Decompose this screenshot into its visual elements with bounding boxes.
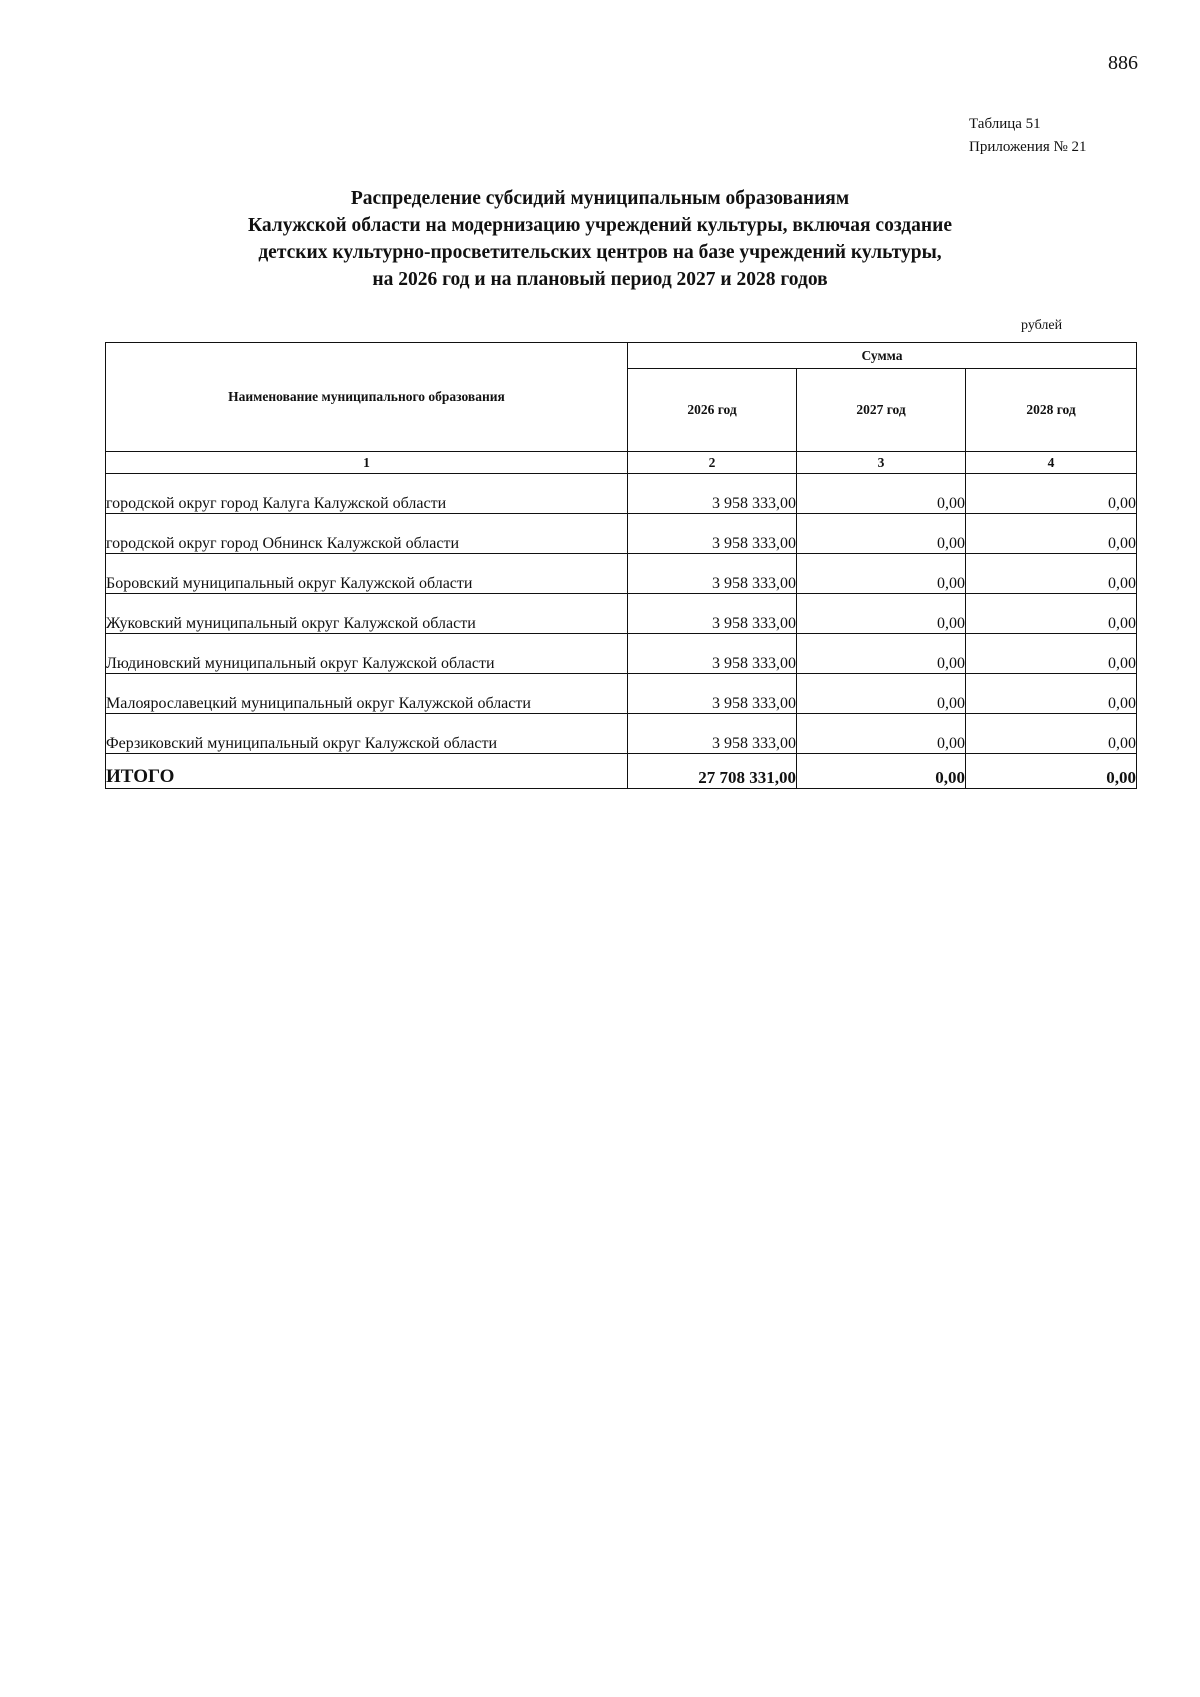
amount-2026: 3 958 333,00 bbox=[628, 514, 797, 554]
total-label: ИТОГО bbox=[106, 754, 628, 789]
municipality-name: Малоярославецкий муниципальный округ Калужской области bbox=[106, 674, 628, 714]
municipality-name: городской округ город Калуга Калужской области bbox=[106, 474, 628, 514]
amount-2027: 0,00 bbox=[797, 514, 966, 554]
total-2026: 27 708 331,00 bbox=[628, 754, 797, 789]
header-sum-group: Сумма bbox=[628, 343, 1137, 369]
amount-2026: 3 958 333,00 bbox=[628, 594, 797, 634]
amount-2028: 0,00 bbox=[966, 674, 1137, 714]
title-line3: детских культурно-просветительских центров на базе учреждений культуры, bbox=[258, 242, 942, 263]
municipality-name: Боровский муниципальный округ Калужской области bbox=[106, 554, 628, 594]
header-year-2027: 2027 год bbox=[797, 369, 966, 452]
amount-2027: 0,00 bbox=[797, 594, 966, 634]
amount-2026: 3 958 333,00 bbox=[628, 674, 797, 714]
table-ref-line1: Таблица 51 bbox=[969, 116, 1041, 132]
table-row bbox=[106, 514, 1137, 554]
units-label: рублей bbox=[1021, 318, 1063, 333]
amount-2027: 0,00 bbox=[797, 554, 966, 594]
amount-2028: 0,00 bbox=[966, 714, 1137, 754]
amount-2026: 3 958 333,00 bbox=[628, 554, 797, 594]
document-title bbox=[170, 185, 1030, 293]
header-name-column: Наименование муниципального образования bbox=[106, 343, 628, 452]
amount-2027: 0,00 bbox=[797, 714, 966, 754]
table-row bbox=[106, 594, 1137, 634]
column-number: 4 bbox=[966, 452, 1137, 474]
amount-2028: 0,00 bbox=[966, 554, 1137, 594]
amount-2028: 0,00 bbox=[966, 634, 1137, 674]
subsidy-table bbox=[105, 342, 1137, 789]
amount-2026: 3 958 333,00 bbox=[628, 474, 797, 514]
column-number: 2 bbox=[628, 452, 797, 474]
amount-2027: 0,00 bbox=[797, 674, 966, 714]
table-row bbox=[106, 554, 1137, 594]
municipality-name: городской округ город Обнинск Калужской области bbox=[106, 514, 628, 554]
header-year-2028: 2028 год bbox=[966, 369, 1137, 452]
column-number: 1 bbox=[106, 452, 628, 474]
table-reference bbox=[969, 113, 1087, 159]
amount-2027: 0,00 bbox=[797, 634, 966, 674]
title-line2: Калужской области на модернизацию учреждений культуры, включая создание bbox=[247, 215, 953, 236]
table-row bbox=[106, 474, 1137, 514]
municipality-name: Людиновский муниципальный округ Калужской области bbox=[106, 634, 628, 674]
amount-2028: 0,00 bbox=[966, 514, 1137, 554]
amount-2026: 3 958 333,00 bbox=[628, 634, 797, 674]
table-row bbox=[106, 714, 1137, 754]
total-2028: 0,00 bbox=[966, 754, 1137, 789]
amount-2026: 3 958 333,00 bbox=[628, 714, 797, 754]
municipality-name: Ферзиковский муниципальный округ Калужской области bbox=[106, 714, 628, 754]
title-line1: Распределение субсидий муниципальным образованиям bbox=[350, 188, 850, 209]
title-line4: на 2026 год и на плановый период 2027 и 2028 годов bbox=[372, 269, 828, 290]
table-row bbox=[106, 634, 1137, 674]
page-number: 886 bbox=[1108, 52, 1138, 74]
table-ref-line2: Приложения № 21 bbox=[969, 139, 1087, 155]
total-row bbox=[106, 754, 1137, 789]
column-number: 3 bbox=[797, 452, 966, 474]
amount-2028: 0,00 bbox=[966, 474, 1137, 514]
header-year-2026: 2026 год bbox=[628, 369, 797, 452]
amount-2027: 0,00 bbox=[797, 474, 966, 514]
municipality-name: Жуковский муниципальный округ Калужской области bbox=[106, 594, 628, 634]
amount-2028: 0,00 bbox=[966, 594, 1137, 634]
table-row bbox=[106, 674, 1137, 714]
total-2027: 0,00 bbox=[797, 754, 966, 789]
